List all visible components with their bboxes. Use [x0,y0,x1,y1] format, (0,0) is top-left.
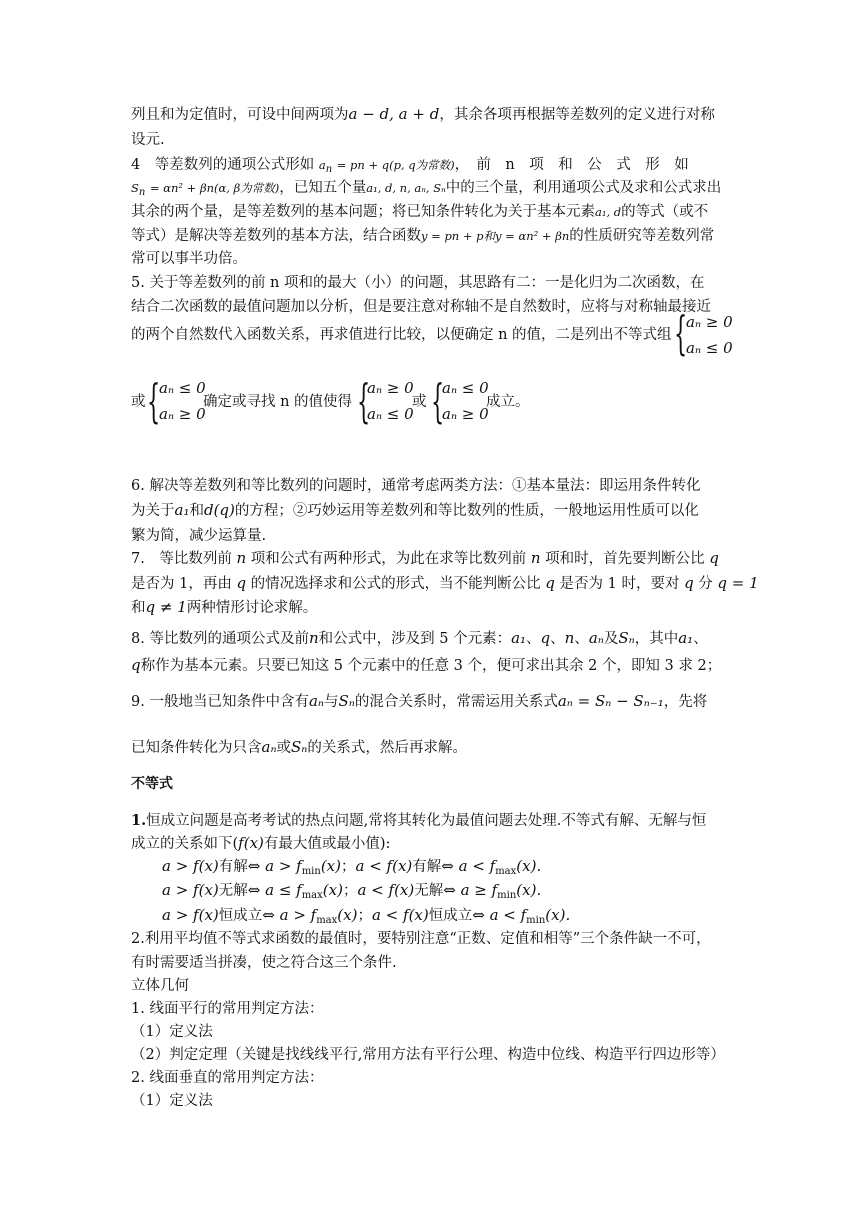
brace: { [674,306,688,360]
math-expression: aₙ [261,738,277,756]
text-line [131,999,323,1019]
text-span: 的等式（或不 [621,204,709,220]
text-span: 和 [131,600,146,616]
inequality-system: aₙ ≥ 0 [442,405,489,423]
text-span: 恒成立 [428,908,473,924]
math-expression: f(x) [238,834,264,852]
math-expression: = pn + q(p, q为常数) [336,158,455,172]
math-expression: aₙ [588,629,604,647]
text-span: ； [357,908,372,924]
text-span: ； [342,883,358,899]
text-line [131,1068,323,1088]
text-span: ， 前 n 项 和 公 式 形 如 [454,157,689,173]
text-line [412,392,427,412]
math-subscript: min [526,915,546,926]
text-span: 等式）是解决等差数列的基本方法，结合函数 [131,228,421,244]
math-expression: y = pn + p和y = αn² + βn [421,229,570,243]
text-span: ，其中 [634,631,679,647]
text-line [486,392,530,412]
math-expression: a − d, a + d [348,105,440,123]
text-span: 恒成立问题是高考考试的热点问题,常将其转化为最值问题去处理.不等式有解、无解与恒 [146,813,707,829]
math-expression: a₁ [511,629,527,647]
text-span: 9. 一般地当已知条件中含有 [131,694,309,710]
text-span: 有解 [412,859,442,875]
math-expression: q [545,574,555,592]
text-span: 7. 等比数列前 [131,551,232,567]
text-span: 无解 [414,883,444,899]
text-span: 有解 [218,859,248,875]
text-span: 、 [693,631,708,647]
text-line [131,691,707,712]
brace: { [147,374,161,428]
text-span: 项和公式有两种形式，为此在求等比数列前 [250,551,527,567]
text-line [131,392,146,412]
text-span: 有时需要适当拼凑，使之符合这三个条件. [131,955,397,971]
math-expression: a > f(x) [162,881,219,899]
text-span: 、 [526,631,541,647]
math-expression: ⇔ a ≥ f [443,881,498,899]
text-line [162,880,541,906]
text-span: ； [341,859,356,875]
text-line [131,953,397,973]
text-line [131,811,706,831]
math-expression: q [236,574,247,592]
text-line [131,325,672,345]
text-span: （1）定义法 [131,1093,213,1109]
math-expression: (x). [516,881,542,899]
text-line [131,178,721,203]
text-span: 或 [412,394,427,410]
text-span: （2）判定定理（关键是找线线平行,常用方法有平行公理、构造中位线、构造平行四边形等） [131,1047,725,1063]
text-span: ，先将 [663,694,708,710]
text-span: 是否为 1，再由 [131,576,232,592]
math-expression: Sₙ [618,629,635,647]
brace: { [431,374,445,428]
text-span: 确定或寻找 n 的值使得 [203,394,353,410]
math-expression: Sₙ [291,738,308,756]
text-line [131,628,708,649]
math-subscript: min [497,890,517,901]
math-expression: ⇔ a > f [262,906,317,924]
math-expression: ⇔ a ≤ f [247,881,302,899]
text-span: 或 [131,394,146,410]
math-expression: ⇔ a > f [247,857,302,875]
math-subscript: min [301,866,321,877]
math-expression: a < f(x) [357,881,415,899]
inequality-system: aₙ ≤ 0 [159,379,206,397]
text-line [131,655,721,676]
text-line [131,226,714,246]
math-subscript: n [325,164,333,175]
brace: { [357,374,371,428]
math-subscript: n [138,187,146,198]
text-span: 与 [323,694,339,710]
math-expression: q ≠ 1 [145,598,187,616]
text-span: （1）定义法 [131,1024,213,1040]
text-span: 项和时，首先要判断公比 [545,551,705,567]
text-span: 繁为简，减少运算量. [131,528,267,544]
text-line [131,155,689,180]
text-line [203,392,352,412]
math-subscript: max [495,866,517,877]
text-line [131,202,708,222]
text-line [131,573,759,594]
text-span: 常可以事半功倍。 [131,251,247,267]
math-expression: n [236,549,247,567]
text-span: 6. 解决等差数列和等比数列的问题时，通常考虑两类方法：①基本量法：即运用条件转化 [131,478,701,494]
text-span: 的情况选择求和公式的形式，当不能判断公比 [250,576,541,592]
text-line [131,297,711,317]
text-line [131,130,165,150]
text-span: 、 [574,631,589,647]
inequality-system: aₙ ≥ 0 [367,379,414,397]
math-expression: q [684,574,694,592]
text-line [131,1091,213,1111]
text-span: 其余的两个量，是等差数列的基本问题；将已知条件转化为关于基本元素 [131,204,595,220]
text-span: 及 [603,631,619,647]
math-expression: a [318,158,326,172]
text-span: 的关系式，然后再求解。 [307,740,467,756]
math-expression: q = 1 [717,574,759,592]
text-span: 无解 [218,883,248,899]
math-expression: q [540,629,551,647]
text-line [131,273,705,293]
section-heading: 立体几何 [131,978,189,994]
math-expression: (x). [516,857,542,875]
math-expression: (x). [545,906,571,924]
text-span: 、 [550,631,565,647]
math-expression: (x) [322,881,343,899]
text-span: 1. 线面平行的常用判定方法： [131,1001,324,1017]
math-expression: q [131,656,141,674]
math-expression: (x) [320,857,341,875]
text-span: 2.利用平均值不等式求函数的最值时，要特别注意“正数、定值和相等”三个条件缺一不可， [131,931,711,947]
text-span: 5. 关于等差数列的前 n 项和的最大（小）的问题，其思路有二：一是化归为二次函数，在 [131,275,705,291]
text-span: 称作为基本元素。只要已知这 5 个元素中的任意 3 个，便可求出其余 2 个，即知 3 求 2； [140,658,722,674]
text-span: 8. 等比数列的通项公式及前 [131,631,309,647]
text-span: 成立的关系如下( [131,836,239,852]
text-span: 为关于 [131,503,175,519]
text-line [131,104,715,125]
text-line [131,737,467,758]
text-line [131,476,700,496]
math-expression: a < f(x) [355,857,413,875]
text-line [131,500,699,521]
math-expression: (x) [337,906,358,924]
text-span: 列且和为定值时，可设中间两项为 [131,107,349,123]
math-expression: = αn² + βn(α, β为常数) [149,181,280,195]
text-span: 成立。 [486,394,530,410]
text-span: 1. [131,812,147,829]
inequality-system: aₙ ≤ 0 [686,339,733,357]
inequality-system: aₙ ≤ 0 [442,379,489,397]
text-span: 的两个自然数代入函数关系，再求值进行比较，以便确定 n 的值，二是列出不等式组 [131,327,672,343]
text-line [131,1022,213,1042]
text-span: 结合二次函数的最值问题加以分析，但是要注意对称轴不是自然数时，应将与对称轴最接近 [131,299,711,315]
text-span: 已知条件转化为只含 [131,740,262,756]
text-line [131,526,266,546]
text-line [131,833,390,854]
text-span: 中的三个量，利用通项公式及求和公式求出 [445,180,722,196]
text-line [131,597,317,618]
text-span: 两种情形讨论求解。 [186,600,318,616]
math-expression: a₁, d [595,205,622,219]
math-expression: aₙ [308,692,324,710]
math-expression: aₙ = Sₙ − Sₙ₋₁ [557,692,664,710]
text-line [162,856,541,882]
math-expression: a₁ [174,501,190,519]
text-span: 是否为 1 时，要对 [559,576,680,592]
math-expression: a₁ [678,629,694,647]
math-expression: a < f(x) [371,906,429,924]
math-expression: n [530,549,541,567]
text-line [131,548,719,569]
text-span: 有最大值或最小值): [263,836,391,852]
text-span: 的混合关系时，常需运用关系式 [354,694,558,710]
text-span: 的性质研究等差数列常 [569,228,715,244]
math-expression: a₁, d, n, aₙ, Sₙ [366,181,446,195]
text-line [131,249,247,269]
text-span: 设元. [131,132,165,148]
math-expression: q [709,549,719,567]
math-expression: n [564,629,575,647]
math-expression: ⇔ a < f [441,857,496,875]
text-span: 的方程；②巧妙运用等差数列和等比数列的性质，一般地运用性质可以化 [234,503,699,519]
math-expression: d(q) [203,501,235,519]
text-span: 2. 线面垂直的常用判定方法： [131,1070,324,1086]
text-span: 和公式中，涉及到 5 个元素： [318,631,512,647]
math-expression: a > f(x) [162,857,219,875]
math-subscript: max [301,890,323,901]
math-expression: Sₙ [338,692,355,710]
math-expression: ⇔ a < f [472,906,527,924]
text-line [131,929,711,949]
section-heading: 不等式 [131,776,173,792]
math-subscript: max [316,915,338,926]
text-span: 分 [698,576,713,592]
math-expression: S [131,181,139,195]
text-span: 恒成立 [218,908,263,924]
inequality-system: aₙ ≥ 0 [159,405,206,423]
text-span: ，其余各项再根据等差数列的定义进行对称 [439,107,715,123]
text-line [131,1045,725,1065]
inequality-system: aₙ ≥ 0 [686,313,733,331]
text-span: 或 [276,740,292,756]
text-span: 和 [189,503,204,519]
text-line [162,905,570,931]
math-expression: a > f(x) [162,906,219,924]
text-span: ，已知五个量 [279,180,367,196]
math-expression: n [308,629,319,647]
text-span: 4 等差数列的通项公式形如 [131,157,315,173]
inequality-system: aₙ ≤ 0 [367,405,414,423]
